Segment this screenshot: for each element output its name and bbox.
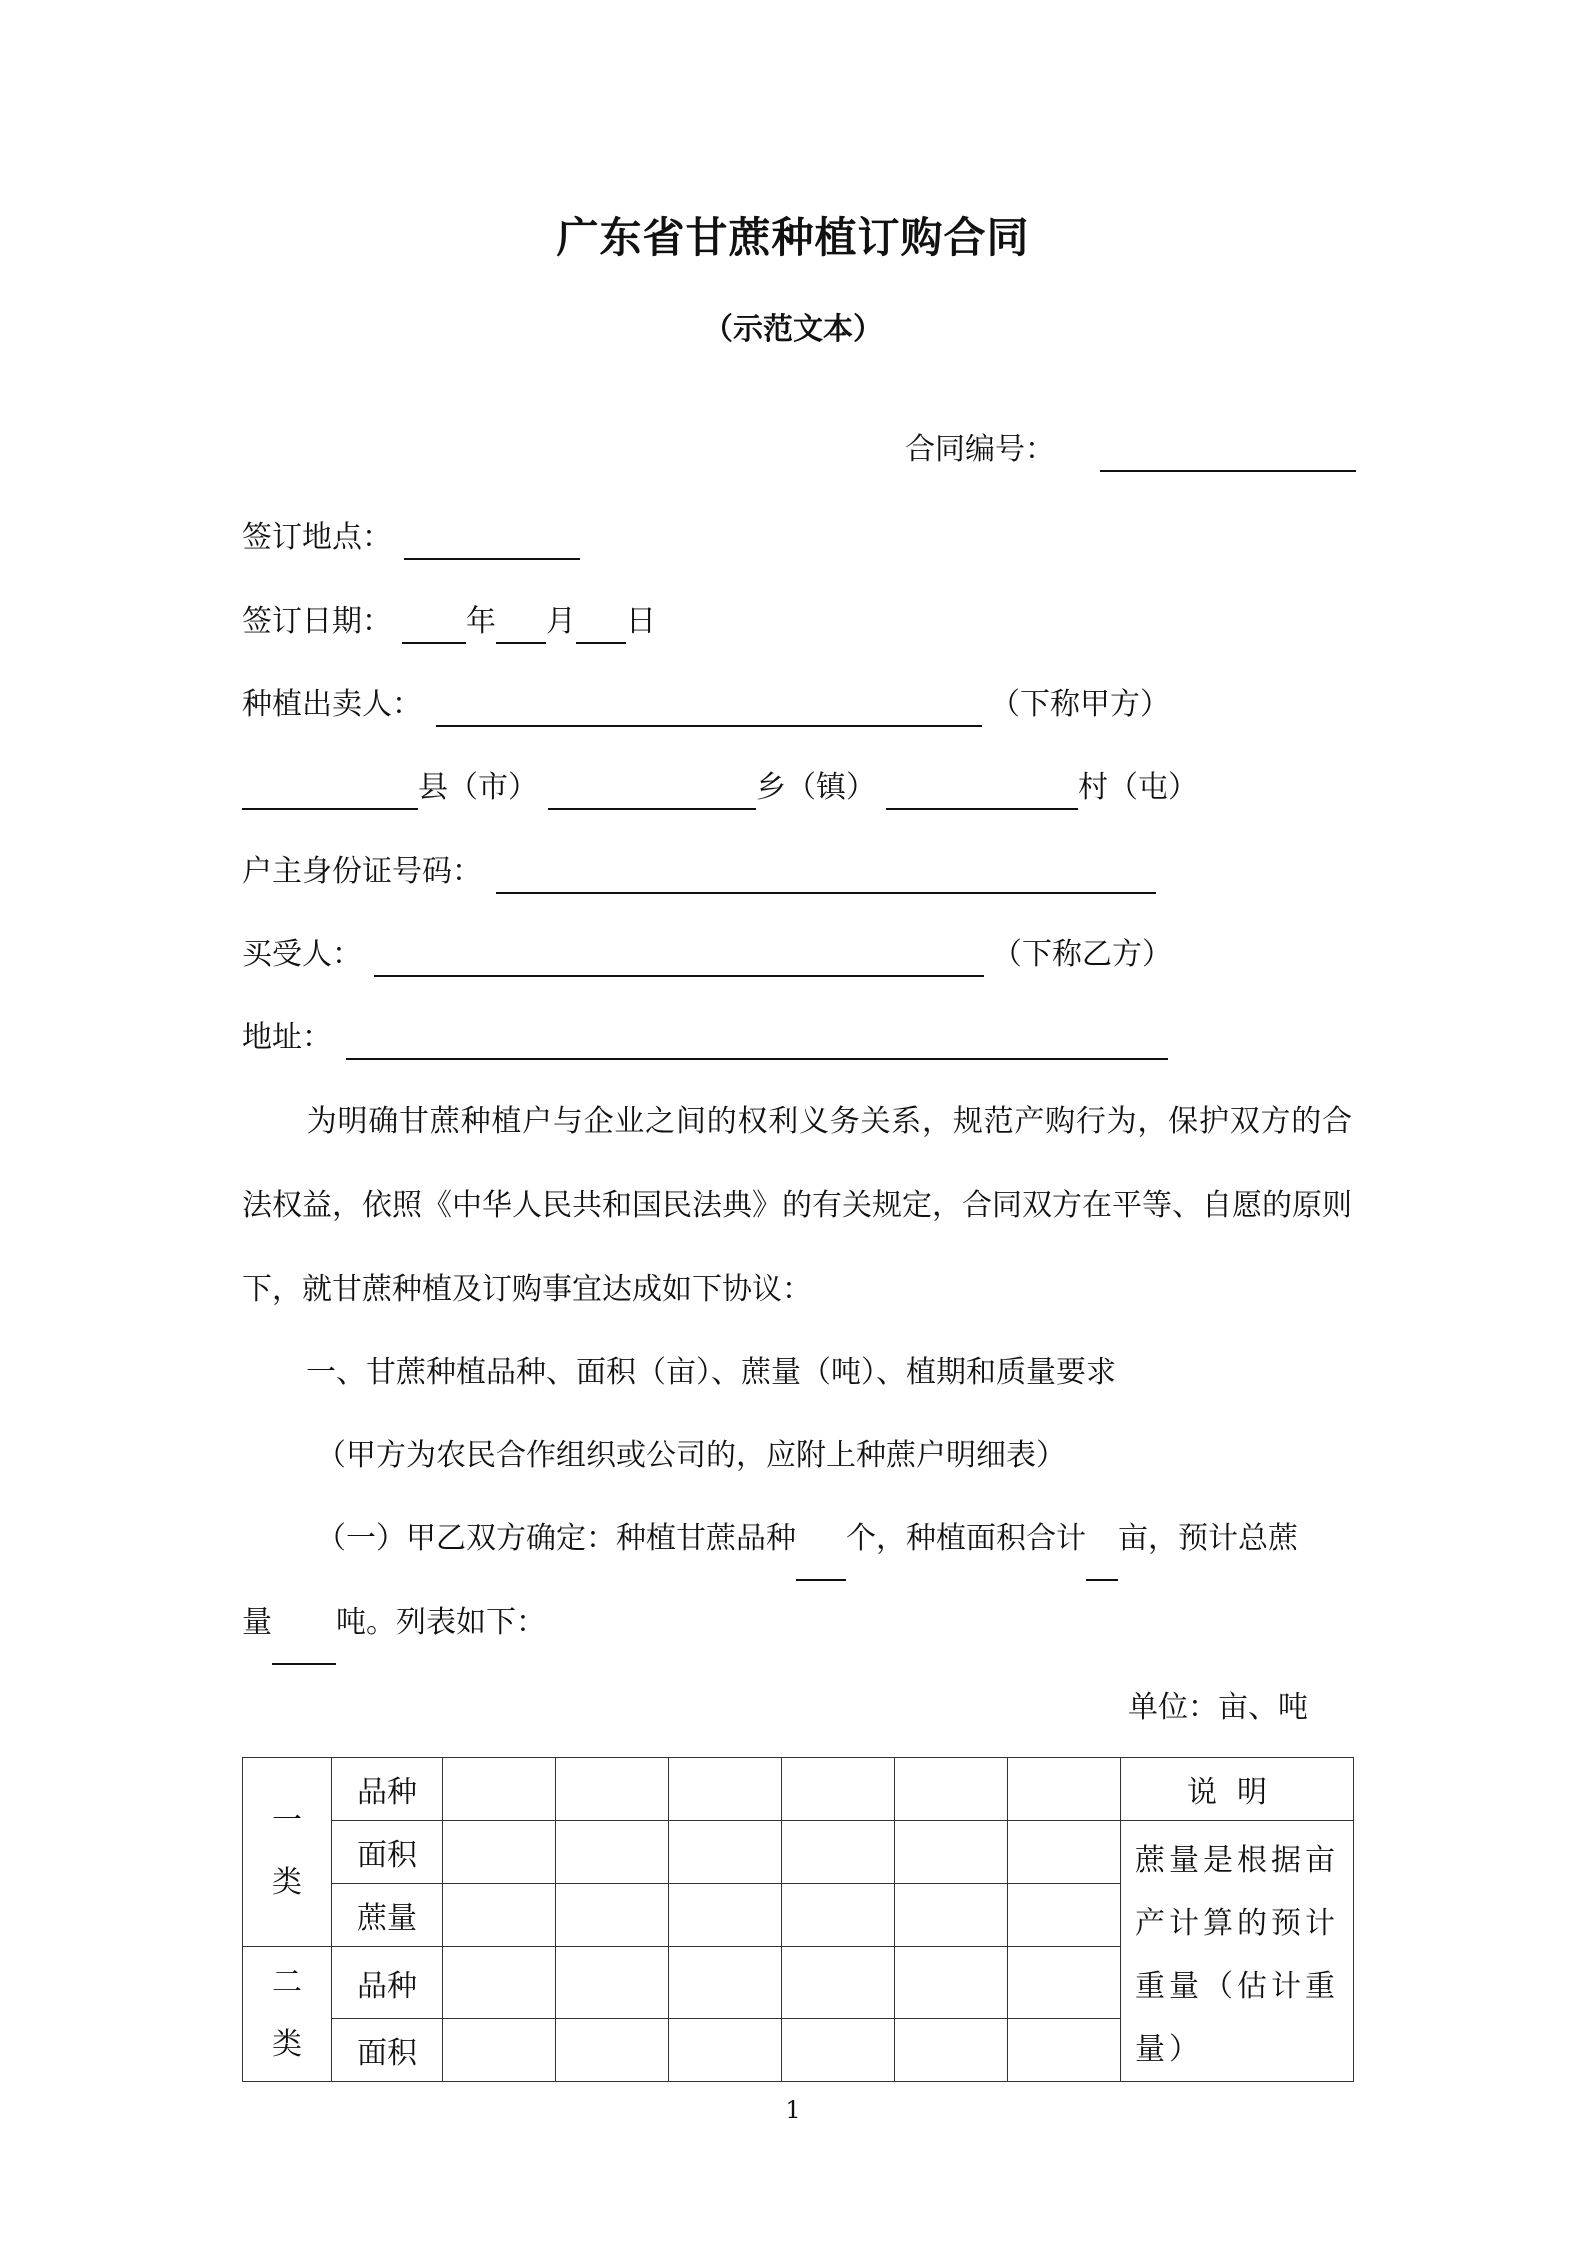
section1-note: （甲方为农民合作组织或公司的，应附上种蔗户明细表） <box>316 1438 1066 1473</box>
contract-number-row <box>905 428 1055 472</box>
seller-suffix: （下称甲方） <box>990 687 1170 722</box>
item1-paragraph <box>242 1497 1352 1665</box>
table-cell[interactable] <box>669 1821 782 1884</box>
table-cell[interactable] <box>1008 1758 1121 1821</box>
document-subtitle: （示范文本） <box>703 312 883 347</box>
section1-heading-row <box>242 1331 1352 1415</box>
table-cell[interactable] <box>1008 1821 1121 1884</box>
category-two-label: 二类 <box>272 1965 302 2062</box>
category-two <box>243 1947 332 2082</box>
seller-blank[interactable] <box>436 691 982 727</box>
month-blank[interactable] <box>496 608 546 644</box>
unit-label: 单位：亩、吨 <box>1128 1690 1308 1725</box>
item1-text-e: 吨。列表如下： <box>336 1605 546 1640</box>
table-cell[interactable] <box>895 1821 1008 1884</box>
table-cell[interactable] <box>782 1821 895 1884</box>
id-number-row <box>242 850 1156 894</box>
month-label: 月 <box>546 604 576 639</box>
table-cell[interactable] <box>1008 1884 1121 1947</box>
village-blank[interactable] <box>886 774 1078 810</box>
table-cell[interactable] <box>556 1884 669 1947</box>
table-cell[interactable] <box>782 2019 895 2082</box>
category-one <box>243 1758 332 1947</box>
table-cell[interactable] <box>443 1821 556 1884</box>
buyer-suffix: （下称乙方） <box>992 937 1172 972</box>
table-cell[interactable] <box>782 1884 895 1947</box>
buyer-label: 买受人： <box>242 937 362 972</box>
table-cell[interactable] <box>895 2019 1008 2082</box>
table-cell[interactable] <box>669 1884 782 1947</box>
day-label: 日 <box>626 604 656 639</box>
buyer-blank[interactable] <box>374 941 984 977</box>
table-cell[interactable] <box>782 1758 895 1821</box>
table-row <box>243 1758 1354 1821</box>
address-row <box>242 1016 1168 1060</box>
total-tonnage-blank[interactable] <box>272 1607 336 1665</box>
table-cell[interactable] <box>443 2019 556 2082</box>
signing-date-row <box>242 600 656 644</box>
table-cell[interactable] <box>556 1758 669 1821</box>
note-text: 蔗量是根据亩产计算的预计重量（估计重量） <box>1121 1821 1354 2082</box>
table-cell[interactable] <box>443 1758 556 1821</box>
address-blank[interactable] <box>346 1024 1168 1060</box>
page-number: 1 <box>785 2096 801 2124</box>
address-label: 地址： <box>242 1020 332 1055</box>
section1-heading: 一、甘蔗种植品种、面积（亩）、蔗量（吨）、植期和质量要求 <box>306 1355 1116 1390</box>
county-label: 县（市） <box>418 770 538 805</box>
row-label: 品种 <box>332 1947 443 2019</box>
variety-count-blank[interactable] <box>796 1523 846 1581</box>
signing-place-label: 签订地点： <box>242 520 392 555</box>
seller-label: 种植出卖人： <box>242 687 422 722</box>
table-cell[interactable] <box>556 1947 669 2019</box>
buyer-row <box>242 933 1172 977</box>
section1-note-row <box>242 1414 1352 1498</box>
table-cell[interactable] <box>669 1758 782 1821</box>
document-title: 广东省甘蔗种植订购合同 <box>556 213 1030 262</box>
seller-row <box>242 683 1170 727</box>
table-cell[interactable] <box>1008 2019 1121 2082</box>
table-row <box>243 1821 1354 1884</box>
table-cell[interactable] <box>782 1947 895 2019</box>
table-cell[interactable] <box>895 1884 1008 1947</box>
id-number-label: 户主身份证号码： <box>242 854 482 889</box>
table-cell[interactable] <box>443 1884 556 1947</box>
table-cell[interactable] <box>895 1758 1008 1821</box>
county-blank[interactable] <box>242 774 418 810</box>
row-label: 品种 <box>332 1758 443 1821</box>
planting-table <box>242 1757 1354 2082</box>
location-row <box>242 766 1198 810</box>
table-cell[interactable] <box>1008 1947 1121 2019</box>
category-one-label: 一类 <box>272 1803 302 1900</box>
contract-number-blank[interactable] <box>1100 470 1356 472</box>
id-number-blank[interactable] <box>496 858 1156 894</box>
signing-date-label: 签订日期： <box>242 604 392 639</box>
table-cell[interactable] <box>669 2019 782 2082</box>
day-blank[interactable] <box>576 608 626 644</box>
table-cell[interactable] <box>443 1947 556 2019</box>
intro-paragraph <box>242 1080 1352 1332</box>
item1-text-b: 个，种植面积合计 <box>846 1521 1086 1556</box>
contract-number-label: 合同编号： <box>905 432 1055 467</box>
village-label: 村（屯） <box>1078 770 1198 805</box>
row-label: 面积 <box>332 1821 443 1884</box>
row-label: 面积 <box>332 2019 443 2082</box>
table-cell[interactable] <box>669 1947 782 2019</box>
row-label: 蔗量 <box>332 1884 443 1947</box>
area-total-blank[interactable] <box>1086 1523 1118 1581</box>
year-blank[interactable] <box>402 608 466 644</box>
item1-text-a: （一）甲乙双方确定：种植甘蔗品种 <box>316 1521 796 1556</box>
signing-place-blank[interactable] <box>404 524 580 560</box>
township-blank[interactable] <box>548 774 756 810</box>
intro-text: 为明确甘蔗种植户与企业之间的权利义务关系，规范产购行为，保护双方的合法权益，依照《中华人民共和国民法典》的有关规定，合同双方在平等、自愿的原则下，就甘蔗种植及订购事宜达成如下协议： <box>242 1104 1352 1307</box>
table-cell[interactable] <box>895 1947 1008 2019</box>
year-label: 年 <box>466 604 496 639</box>
township-label: 乡（镇） <box>756 770 876 805</box>
table-cell[interactable] <box>556 1821 669 1884</box>
item1-text-c: 亩，预计总蔗 <box>1118 1521 1298 1556</box>
table-cell[interactable] <box>556 2019 669 2082</box>
item1-text-d: 量 <box>242 1605 272 1640</box>
note-header: 说明 <box>1121 1758 1354 1821</box>
signing-place-row <box>242 516 580 560</box>
